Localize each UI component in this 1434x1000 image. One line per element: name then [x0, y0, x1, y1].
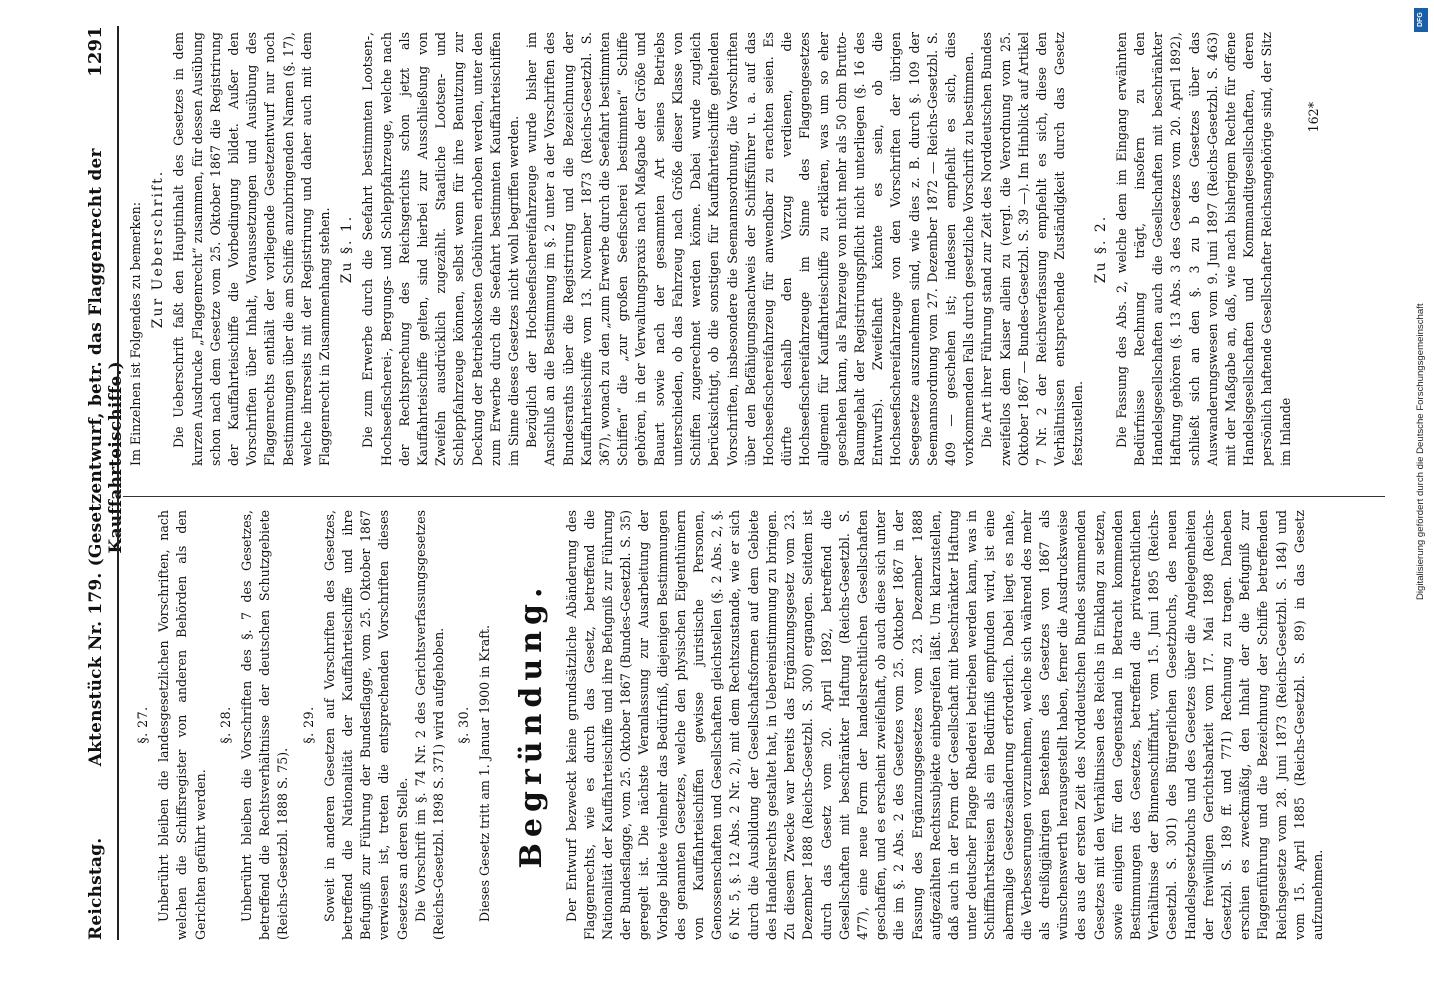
page-header	[85, 26, 126, 940]
dfg-logo-icon: DFG	[1414, 8, 1428, 32]
section-label: §. 29.	[300, 706, 316, 744]
block-heading: Zu §. 1.	[339, 214, 356, 284]
left-column	[127, 510, 1327, 940]
section-label: §. 27.	[135, 706, 150, 744]
document-page	[27, 0, 1407, 1000]
block-paragraph: Die Ueberschrift faßt den Hauptinhalt des Gesetzes in dem kurzen Ausdrucke „Flaggenrecht“ zusammen, für dessen Ausübung schon nach dem Gesetze vom 25. Oktober 1867 die Registrirung der Kauffahrteischiffe die Vorbedingung bildet. Außer den Vorschriften über Inhalt, Voraussetzungen und Ausübung des Flaggenrechts enthält der vorliegende Gesetzentwurf nur noch Bestimmungen über die am Schiffe anzubringenden Namen (§. 17), welche ihrerseits mit der Registrirung und daher auch mit dem Flaggenrecht in Zusammenhang stehen.	[171, 32, 333, 466]
block-paragraph: Die Fassung des Abs. 2, welche dem im Eingang erwähnten Bedürfnisse Rechnung trägt, insofern zu den Handelsgesellschaften auch die Gesellschaften mit beschränkter Haftung gehören (§. 13 Abs. 3 des Gesetzes vom 20. April 1892), schließt sich an den §. 3 zu b des Gesetzes über das Auswanderungswesen vom 9. Juni 1897 (Reichs-Gesetzbl. S. 463) mit der Maßgabe an, daß, wie nach bisherigem Rechte für offene Handelsgesellschaften und Kommanditgesellschaften, deren persönlich haftende Gesellschafter Reichsangehörige sind, der Sitz im Inlande	[1113, 32, 1293, 466]
block-paragraph: Bezüglich der Hochseefischereifahrzeuge wurde bisher im Anschluß an die Bestimmung im §. 2 unter a der Vorschriften des Bundesraths über die Registrirung und die Bezeichnung der Kauffahrteischiffe vom 13. November 1873 (Reichs-Gesetzbl. S. 367), wonach zu den „zum Erwerbe durch die Seefahrt bestimmten Schiffen“ die „zur großen Seefischerei bestimmten“ Schiffe gehören, in der Verwaltungspraxis nach Maßgabe der Größe und Bauart sowie nach der gesammten Art seines Betriebs unterschieden, ob das Fahrzeug nach Größe dieser Klasse von Schiffen zugerechnet werden könne. Dabei wurde zugleich berücksichtigt, ob die sonstigen für Kauffahrteischiffe geltenden Vorschriften, insbesondere die Seemannsordnung, die Vorschriften über den Befähigungsnachweis der Schiffsführer u. a. auf das Hochseefischereifahrzeug für anwendbar zu erachten seien. Es dürfte deshalb den Vorzug verdienen, die Hochseefischereifahrzeuge im Sinne des Flaggengesetzes allgemein für Kauffahrteischiffe zu erklären, was um so eher geschehen kann, als Fahrzeuge von nicht mehr als 50 cbm Brutto-Raumgehalt der Registrirungspflicht nicht unterliegen (§. 16 des Entwurfs). Zweifelhaft könnte es sein, ob die Hochseefischereifahrzeuge von den Vorschriften der übrigen Seegesetze auszunehmen sind, wie dies z. B. durch §. 109 der Seemannsordnung vom 27. Dezember 1872 — Reichs-Gesetzbl. S. 409 — geschehen ist; indessen empfiehlt es sich, dies vorkommenden Falls durch gesetzliche Vorschrift zu bestimmen.	[524, 32, 977, 466]
signature-mark: 162*	[1305, 102, 1321, 133]
intro-line: Im Einzelnen ist Folgendes zu bemerken:	[128, 202, 143, 466]
section-text: Unberührt bleiben die landesgesetzlichen Vorschriften, nach welchen die Schiffsregister von anderen Behörden als den Gerichten geführt werden.	[156, 510, 208, 940]
column-divider	[123, 496, 1385, 497]
header-rule	[117, 26, 119, 940]
section-text: Die Vorschrift im §. 74 Nr. 2 des Gerichtsverfassungsgesetzes (Reichs-Gesetzbl. 1898 S. 371) wird aufgehoben.	[412, 510, 447, 940]
block-heading: Zur Ueberschrift.	[150, 169, 167, 329]
page-number: 1291	[85, 26, 106, 77]
right-column	[127, 32, 1323, 466]
section-text: Dieses Gesetz tritt am 1. Januar 1900 in Kraft.	[477, 625, 493, 922]
digitization-note: Digitalisierung gefördert durch die Deutsche Forschungsgemeinschaft	[1415, 303, 1426, 600]
header-title: Aktenstück Nr. 179. (Gesetzentwurf, betr. das Flaggenrecht der Kauffahrteischiffe.)	[86, 148, 126, 767]
begruendung-heading: Begründung.	[513, 581, 549, 869]
header-left: Reichstag.	[86, 837, 106, 940]
section-label: §. 28.	[217, 706, 233, 744]
block-paragraph: Die Art ihrer Führung stand zur Zeit des Norddeutschen Bundes zweifellos dem Kaiser allein zu (vergl. die Verordnung vom 25. Oktober 1867 — Bundes-Gesetzbl. S. 39 —). Im Hinblick auf Artikel 7 Nr. 2 der Reichsverfassung empfiehlt es sich, diese den Verhältnissen entsprechende Zuständigkeit durch das Gesetz festzustellen.	[979, 32, 1086, 466]
section-label: §. 30.	[456, 706, 472, 744]
section-text: Unberührt bleiben die Vorschriften des §. 7 des Gesetzes, betreffend die Rechtsverhältnisse der deutschen Schutzgebiete (Reichs-Gesetzbl. 1888 S. 75).	[239, 510, 291, 940]
block-paragraph: Die zum Erwerbe durch die Seefahrt bestimmten Lootsen-, Hochseefischerei-, Bergungs- und Schleppfahrzeuge, welche nach der Rechtsprechung des Reichsgerichts schon jetzt als Kauffahrteischiffe gelten, sind hierbei zur Ausschließung von Zweifeln ausdrücklich zugezählt. Staatliche Lootsen- und Schleppfahrzeuge können, selbst wenn für ihre Benutzung zur Deckung der Betriebskosten Gebühren erhoben werden, unter den zum Erwerbe durch die Seefahrt bestimmten Kauffahrteischiffen im Sinne dieses Gesetzes nicht wohl begriffen werden.	[360, 32, 522, 466]
block-heading: Zu §. 2.	[1092, 214, 1109, 284]
section-text: Soweit in anderen Gesetzen auf Vorschriften des Gesetzes, betreffend die Nationalität der Kauffahrteischiffe und ihre Befugniß zur Führung der Bundesflagge, vom 25. Oktober 1867 verwiesen ist, treten die entsprechenden Vorschriften dieses Gesetzes an deren Stelle.	[321, 510, 410, 940]
begruendung-paragraph: Der Entwurf bezweckt keine grundsätzliche Abänderung des Flaggenrechts, wie es durch das Gesetz, betreffend die Nationalität der Kauffahrteischiffe und ihre Befugniß zur Führung der Bundesflagge, vom 25. Oktober 1867 (Bundes-Gesetzbl. S. 35) geregelt ist. Die nächste Veranlassung zur Ausarbeitung der Vorlage bildete vielmehr das Bedürfniß, diejenigen Bestimmungen des genannten Gesetzes, welche den physischen Eigenthümern von Kauffahrteischiffen gewisse juristische Personen, Genossenschaften und Gesellschaften gleichstellen (§. 2 Abs. 2, §. 6 Nr. 5, §. 12 Abs. 2 Nr. 2), mit dem Rechtszustande, wie er sich durch die Ausbildung der Gesellschaftsformen auf dem Gebiete des Handelsrechts gestaltet hat, in Uebereinstimmung zu bringen. Zu diesem Zwecke war bereits das Ergänzungsgesetz vom 23. Dezember 1888 (Reichs-Gesetzbl. S. 300) ergangen. Seitdem ist durch das Gesetz vom 20. April 1892, betreffend die Gesellschaften mit beschränkter Haftung (Reichs-Gesetzbl. S. 477), eine neue Form der handelsrechtlichen Gesellschaften geschaffen, und es erscheint zweifelhaft, ob auch diese sich unter die im §. 2 Abs. 2 des Gesetzes vom 25. Oktober 1867 in der Fassung des Ergänzungsgesetzes vom 23. Dezember 1888 aufgezählten Rechtssubjekte einbegreifen läßt. Um klarzustellen, daß auch in der Form der Gesellschaft mit beschränkter Haftung unter deutscher Flagge Rhederei betrieben werden kann, was in Schifffahrtskreisen als ein Bedürfniß empfunden wird, ist eine abermalige Gesetzesänderung erforderlich. Dabei liegt es nahe, die Verbesserungen vorzunehmen, welche sich während des mehr als dreißigjährigen Bestehens des Gesetzes von 1867 als wünschenswerth herausgestellt haben, ferner die Ausdrucksweise des aus der ersten Zeit des Norddeutschen Bundes stammenden Gesetzes mit den Verhältnissen des Reichs in Einklang zu setzen, sowie einigen für den Gegenstand in Betracht kommenden Bestimmungen des Gesetzes, betreffend die privatrechtlichen Verhältnisse der Binnenschifffahrt, vom 15. Juni 1895 (Reichs-Gesetzbl. S. 301) des Bürgerlichen Gesetzbuchs, des neuen Handelsgesetzbuchs und des Gesetzes über die Angelegenheiten der freiwilligen Gerichtsbarkeit vom 17. Mai 1898 (Reichs-Gesetzbl. S. 189 ff. und 771) Rechnung zu tragen. Daneben erschien es zweckmäßig, den Inhalt der die Befugniß zur Flaggenführung und die Bezeichnung der Schiffe betreffenden Reichsgesetze vom 28. Juni 1873 (Reichs-Gesetzbl. S. 184) und vom 15. April 1885 (Reichs-Gesetzbl. S. 89) in das Gesetz aufzunehmen.	[563, 510, 1325, 940]
